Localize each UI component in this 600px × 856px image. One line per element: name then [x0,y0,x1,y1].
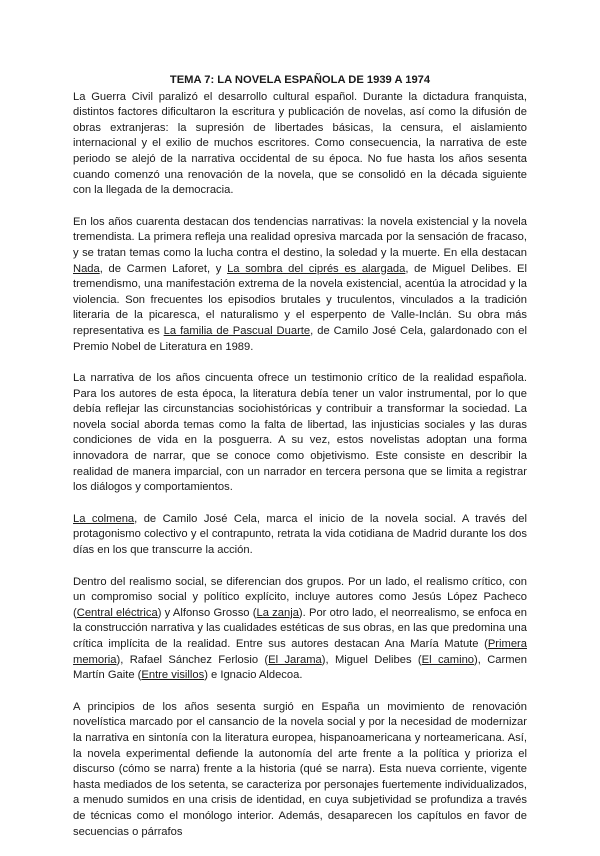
text-run: ). Por otro lado, el neorrealismo, se enfoca en la construcción narrativa y las cualidades estéticas de sus obras, en las que predomina una crítica implícita de la realidad. Entre sus autores destacan Ana María Matute ( [73,606,527,650]
text-run: En los años cuarenta destacan dos tendencias narrativas: la novela existencial y la novela tremendista. La primera refleja una realidad opresiva marcada por la sensación de fracaso, y se tratan temas como la lucha contra el destino, la soledad y la muerte. En ella destacan [73,215,527,259]
text-run: , de Camilo José Cela, galardonado con el Premio Nobel de Literatura en 1989. [73,324,527,353]
document-page [73,73,527,856]
text-run: ) e Ignacio Aldecoa. [204,669,303,682]
book-title-pascual-duarte: La familia de Pascual Duarte [163,324,311,337]
document-title: TEMA 7: LA NOVELA ESPAÑOLA DE 1939 A 1974 [169,74,431,86]
book-title-el-jarama: El Jarama [268,653,322,666]
paragraph-forties [73,215,527,355]
text-run: , de Camilo José Cela, marca el inicio de la novela social. A través del protagonismo colectivo y el contrapunto, retrata la vida cotidiana de Madrid durante los dos días en los que transcurre la acción. [73,512,527,557]
text-run: ), Carmen Martín Gaite ( [73,653,528,682]
book-title-la-zanja: La zanja [256,606,299,619]
book-title-la-sombra-del-cipres: La sombra del ciprés es alargada [227,262,406,275]
book-title-entre-visillos: Entre visillos [141,669,205,682]
book-title-primera-memoria: Primera memoria [73,638,527,666]
text-run: , de Carmen Laforet, y [99,262,228,275]
book-title-el-camino: El camino [421,653,475,666]
paragraph-intro: La Guerra Civil paralizó el desarrollo cultural español. Durante la dictadura franquista, distintos factores dificultaron la escritura y publicación de novelas, así como la difusión de obras extranjeras: la supresión de libertades básicas, la censura, el aislamiento internacional y el exilio de muchos escritores. Como consecuencia, la narrativa de este periodo se alejó de la narrativa occidental de su época. No fue hasta los años sesenta cuando comenzó una renovación de la novela, que se consolidó en la década siguiente con la llegada de la democracia. [73,90,527,197]
text-run: ), Miguel Delibes ( [321,653,422,666]
text-run: , de Miguel Delibes. El tremendismo, una manifestación extrema de la novela existencial, acentúa la atrocidad y la violencia. Son frecuentes los episodios brutales y truculentos, vinculados a la tradición literaria de la picaresca, el naturalismo y el esperpento de Valle-Inclán. Su obra más representativa es [73,262,527,337]
book-title-nada: Nada [73,262,100,275]
text-run: ) y Alfonso Grosso ( [157,606,257,619]
text-run: Dentro del realismo social, se diferencian dos grupos. Por un lado, el realismo crítico, con un compromiso social y político explícito, incluye autores como Jesús López Pacheco ( [73,575,527,619]
book-title-central-electrica: Central eléctrica [76,606,158,619]
paragraph-la-colmena [73,512,527,559]
paragraph-fifties: La narrativa de los años cincuenta ofrece un testimonio crítico de la realidad española. Para los autores de esta época, la literatura debía tener un valor instrumental, por lo que debía reflejar las circunstancias sociohistóricas y contribuir a transformar la sociedad. La novela social aborda temas como la falta de libertad, las injusticias sociales y las duras condiciones de vida en la posguerra. A su vez, estos novelistas adoptan una forma innovadora de narrar, que se conoce como objetivismo. Este consiste en describir la realidad de manera imparcial, con un narrador en tercera persona que se limita a registrar los diálogos y comportamientos. [73,372,527,494]
book-title-la-colmena: La colmena [73,512,135,525]
paragraph-sixties: A principios de los años sesenta surgió en España un movimiento de renovación novelística marcado por el cansancio de la novela social y por la necesidad de modernizar la narrativa en sintonía con la literatura europea, hispanoamericana y norteamericana. Así, la novela experimental defiende la autonomía del arte frente a la política y prioriza el discurso (cómo se narra) frente a la historia (qué se narra). Esta nueva corriente, vigente hasta mediados de los setenta, se caracteriza por personajes fuertemente individualizados, a menudo sumidos en una crisis de identidad, en cuya subjetividad se profundiza a través de técnicas como el monólogo interior. Además, desaparecen los capítulos en favor de secuencias o párrafos [73,700,527,838]
paragraph-social-realism [73,575,527,684]
text-run: ), Rafael Sánchez Ferlosio ( [116,653,269,666]
